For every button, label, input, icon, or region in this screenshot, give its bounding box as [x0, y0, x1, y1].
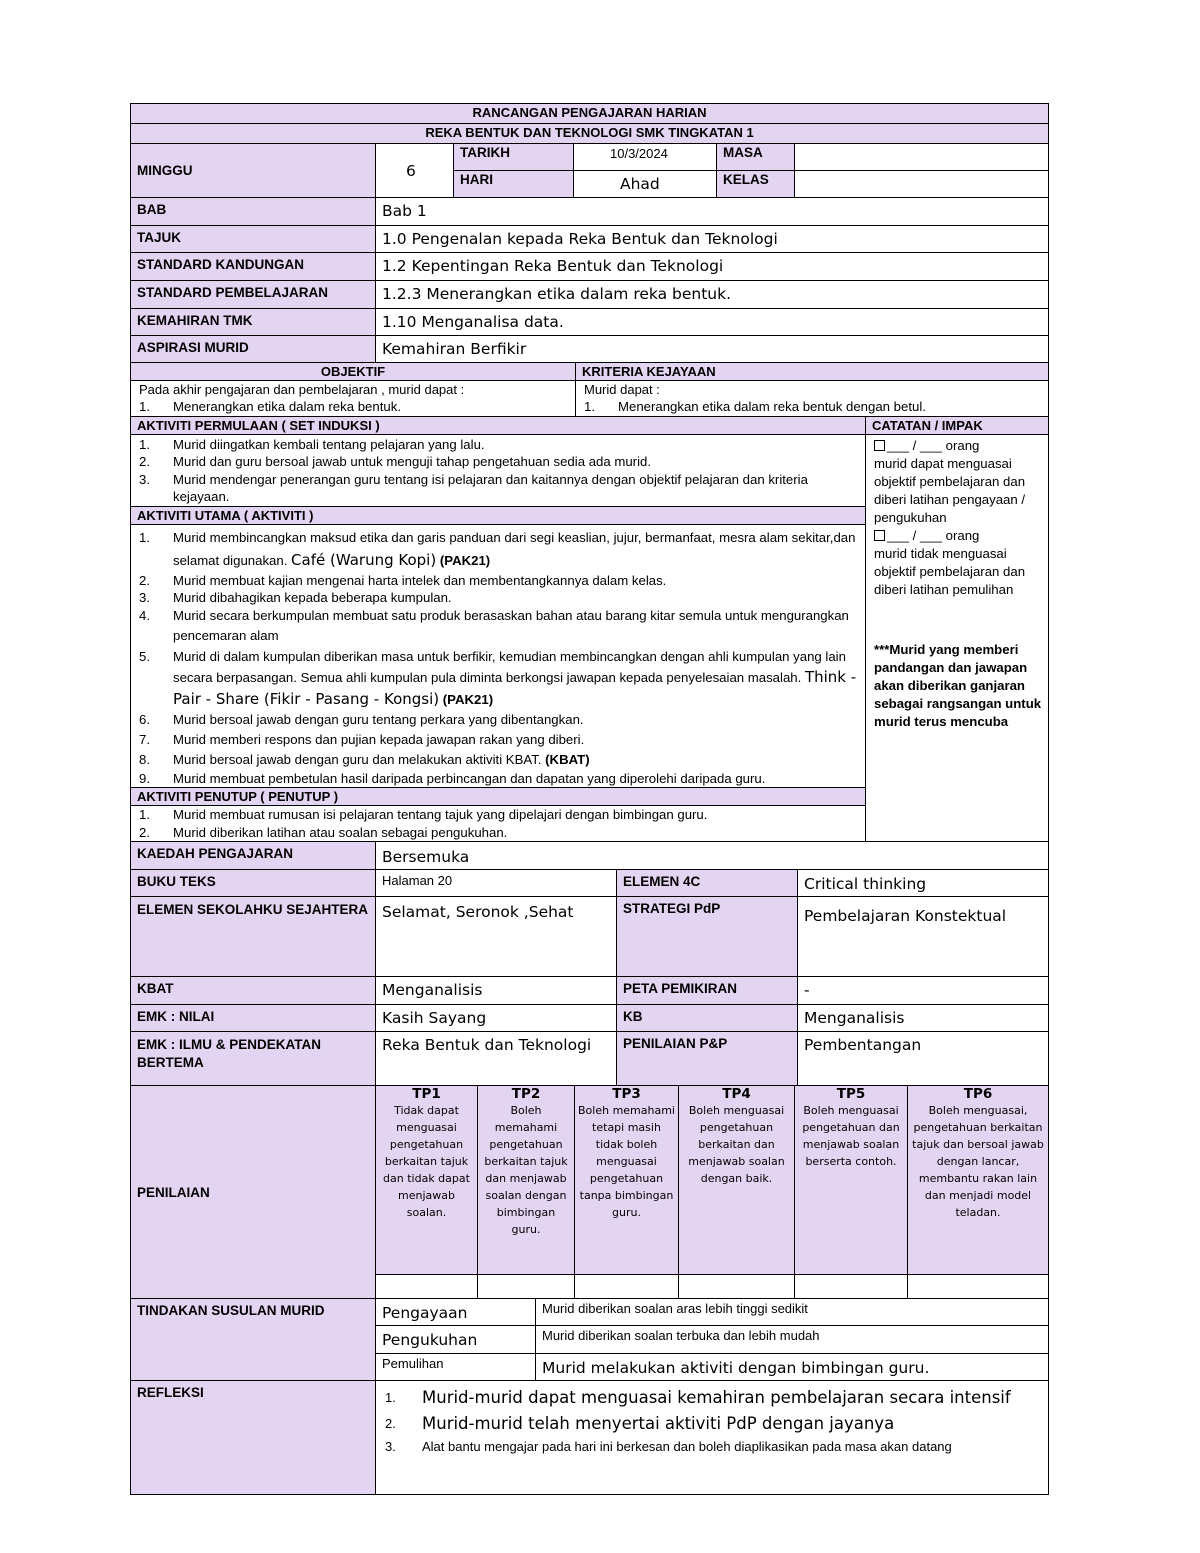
permulaan-heading: AKTIVITI PERMULAAN ( SET INDUKSI ) [131, 416, 866, 434]
kb-value: Menganalisis [798, 1005, 1049, 1032]
standard-kandungan-value: 1.2 Kepentingan Reka Bentuk dan Teknologi [376, 253, 1049, 281]
permulaan-list [139, 436, 859, 506]
standard-pembelajaran-label: STANDARD PEMBELAJARAN [131, 281, 376, 309]
kriteria-list [584, 398, 1042, 416]
objektif-heading: OBJEKTIF [131, 363, 576, 381]
list-item: 3. Alat bantu mengajar pada hari ini berkesan dan boleh diaplikasikan pada masa akan datang [385, 1439, 952, 1454]
penutup-heading: AKTIVITI PENUTUP ( PENUTUP ) [131, 788, 866, 806]
standard-pembelajaran-value: 1.2.3 Menerangkan etika dalam reka bentuk. [376, 281, 1049, 309]
checkbox-icon [874, 440, 885, 451]
tp3-cell: TP3 Boleh memahami tetapi masih tidak boleh menguasai pengetahuan tanpa bimbingan guru. [575, 1086, 679, 1275]
list-item: 2. Murid-murid telah menyertai aktiviti PdP dengan jayanya [385, 1414, 895, 1433]
tp1-mark [376, 1275, 478, 1299]
refleksi-table [130, 1380, 1049, 1495]
catatan-note: ***Murid yang memberi pandangan dan jawapan akan diberikan ganjaran sebagai rangsangan untuk murid terus mencuba [874, 641, 1042, 729]
kriteria-intro: Murid dapat : [584, 382, 660, 397]
list-item: 2. Murid diberikan latihan atau soalan sebagai pengukuhan. [139, 824, 508, 840]
list-item: 9. Murid membuat pembetulan hasil daripada perbincangan dan dapatan yang diperolehi daripada guru. [139, 771, 766, 786]
list-item: 7. Murid memberi respons dan pujian kepada jawapan rakan yang diberi. [139, 732, 585, 747]
list-item: 2. Murid membuat kajian mengenai harta intelek dan membentangkannya dalam kelas. [139, 572, 667, 588]
kriteria-heading: KRITERIA KEJAYAAN [576, 363, 1049, 381]
penutup-list [139, 806, 859, 841]
susulan-table [130, 1298, 1049, 1381]
list-item: 1. Murid diingatkan kembali tentang pelajaran yang lalu. [139, 436, 485, 452]
activities-table [130, 416, 1049, 843]
refleksi-label: REFLEKSI [131, 1381, 376, 1495]
list-item: 1. Murid membuat rumusan isi pelajaran tentang tajuk yang dipelajari dengan bimbingan guru. [139, 807, 708, 822]
hari-value: Ahad [574, 171, 717, 198]
sekolahku-label: ELEMEN SEKOLAHKU SEJAHTERA [131, 897, 376, 977]
list-item: 3. Murid dibahagikan kepada beberapa kumpulan. [139, 589, 452, 605]
tajuk-label: TAJUK [131, 226, 376, 253]
lesson-plan-sheet [130, 103, 1048, 1495]
sekolahku-value: Selamat, Seronok ,Sehat [376, 897, 617, 977]
buku-teks-label: BUKU TEKS [131, 870, 376, 897]
kaedah-label: KAEDAH PENGAJARAN [131, 842, 376, 870]
utama-heading: AKTIVITI UTAMA ( AKTIVITI ) [131, 506, 866, 524]
tp1-cell: TP1 Tidak dapat menguasai pengetahuan berkaitan tajuk dan tidak dapat menjawab soalan. [376, 1086, 478, 1275]
bab-value: Bab 1 [376, 198, 1049, 226]
elemen-4c-label: ELEMEN 4C [617, 870, 798, 897]
pemulihan-label: Pemulihan [376, 1354, 536, 1381]
list-item: 1. Menerangkan etika dalam reka bentuk. [139, 399, 401, 414]
list-item: 3. Murid mendengar penerangan guru tentang isi pelajaran dan kaitannya dengan objektif pelajaran dan kriteria kejayaan. [139, 471, 808, 504]
minggu-value: 6 [376, 144, 454, 198]
bab-label: BAB [131, 198, 376, 226]
list-item: 1. Murid-murid dapat menguasai kemahiran pembelajaran secara intensif [385, 1388, 1011, 1407]
tarikh-value: 10/3/2024 [574, 144, 717, 171]
penilaian-pp-label: PENILAIAN P&P [617, 1032, 798, 1086]
checkbox-icon [874, 530, 885, 541]
objektif-table [130, 362, 1049, 417]
list-item: 1. Murid membincangkan maksud etika dan garis panduan dari segi keaslian, jujur, bermanfaat, mesra alam sekitar,dan selamat digunakan. Café (Warung Kopi) (PAK21) [139, 529, 856, 569]
tp4-cell: TP4 Boleh menguasai pengetahuan berkaitan dan menjawab soalan dengan baik. [679, 1086, 795, 1275]
peta-pemikiran-label: PETA PEMIKIRAN [617, 977, 798, 1005]
minggu-label: MINGGU [131, 144, 376, 198]
tarikh-label: TARIKH [454, 144, 574, 171]
page-title: RANCANGAN PENGAJARAN HARIAN [131, 104, 1049, 124]
tp4-mark [679, 1275, 795, 1299]
list-item: 1. Menerangkan etika dalam reka bentuk dengan betul. [584, 399, 926, 414]
kbat-label: KBAT [131, 977, 376, 1005]
tp6-cell: TP6 Boleh menguasai, pengetahuan berkaitan tajuk dan bersoal jawab dengan lancar, membantu rakan lain dan menjadi model teladan. [908, 1086, 1049, 1275]
pengukuhan-label: Pengukuhan [376, 1326, 536, 1354]
details-table [130, 841, 1049, 1086]
penilaian-pp-value: Pembentangan [798, 1032, 1049, 1086]
objektif-list [139, 398, 569, 416]
peta-pemikiran-value: - [798, 977, 1049, 1005]
strategi-label: STRATEGI PdP [617, 897, 798, 977]
header-table [130, 103, 1049, 198]
kemahiran-tmk-value: 1.10 Menganalisa data. [376, 309, 1049, 336]
masa-value [795, 144, 1049, 171]
strategi-value: Pembelajaran Konstektual [798, 897, 1049, 977]
penilaian-table [130, 1085, 1049, 1299]
page-subtitle: REKA BENTUK DAN TEKNOLOGI SMK TINGKATAN 1 [131, 124, 1049, 144]
basic-info-table [130, 197, 1049, 363]
tp5-cell: TP5 Boleh menguasai pengetahuan dan menjawab soalan berserta contoh. [795, 1086, 908, 1275]
tp2-mark [478, 1275, 575, 1299]
list-item: 8. Murid bersoal jawab dengan guru dan melakukan aktiviti KBAT. (KBAT) [139, 752, 590, 767]
pengukuhan-desc: Murid diberikan soalan terbuka dan lebih mudah [536, 1326, 1049, 1354]
catatan-line1: ___ / ___ orang murid dapat menguasai objektif pembelajaran dan diberi latihan pengayaan / pengukuhan [874, 437, 1026, 525]
kelas-value [795, 171, 1049, 198]
kelas-label: KELAS [717, 171, 795, 198]
masa-label: MASA [717, 144, 795, 171]
aspirasi-murid-value: Kemahiran Berfikir [376, 336, 1049, 363]
utama-list [139, 526, 859, 788]
list-item: 6. Murid bersoal jawab dengan guru tentang perkara yang dibentangkan. [139, 712, 584, 727]
standard-kandungan-label: STANDARD KANDUNGAN [131, 253, 376, 281]
refleksi-list [385, 1381, 1042, 1455]
elemen-4c-value: Critical thinking [798, 870, 1049, 897]
kbat-value: Menganalisis [376, 977, 617, 1005]
hari-label: HARI [454, 171, 574, 198]
buku-teks-value: Halaman 20 [376, 870, 617, 897]
tp3-mark [575, 1275, 679, 1299]
emk-nilai-value: Kasih Sayang [376, 1005, 617, 1032]
list-item: 4. Murid secara berkumpulan membuat satu produk berasaskan bahan atau barang kitar semula untuk mengurangkan pencemaran alam [139, 607, 849, 643]
tp6-mark [908, 1275, 1049, 1299]
kaedah-value: Bersemuka [376, 842, 1049, 870]
emk-nilai-label: EMK : NILAI [131, 1005, 376, 1032]
catatan-heading: CATATAN / IMPAK [866, 416, 1049, 434]
catatan-cell [866, 434, 1049, 842]
aspirasi-murid-label: ASPIRASI MURID [131, 336, 376, 363]
pengayaan-desc: Murid diberikan soalan aras lebih tinggi sedikit [536, 1299, 1049, 1326]
list-item: 2. Murid dan guru bersoal jawab untuk menguji tahap pengetahuan sedia ada murid. [139, 454, 652, 469]
pengayaan-label: Pengayaan [376, 1299, 536, 1326]
pemulihan-desc: Murid melakukan aktiviti dengan bimbingan guru. [536, 1354, 1049, 1381]
penilaian-label: PENILAIAN [131, 1086, 376, 1299]
susulan-label: TINDAKAN SUSULAN MURID [131, 1299, 376, 1381]
catatan-line2: ___ / ___ orang murid tidak menguasai objektif pembelajaran dan diberi latihan pemulihan [874, 527, 1026, 597]
emk-ilmu-label: EMK : ILMU & PENDEKATAN BERTEMA [131, 1032, 376, 1086]
kemahiran-tmk-label: KEMAHIRAN TMK [131, 309, 376, 336]
objektif-intro: Pada akhir pengajaran dan pembelajaran , murid dapat : [139, 382, 465, 397]
list-item: 5. Murid di dalam kumpulan diberikan masa untuk berfikir, kemudian membincangkan dengan ahli kumpulan yang lain secara berpasangan. Semua ahli kumpulan pula diminta berkongsi jawapan kepada penyelesaian masalah. Think - Pair - Share (Fikir - Pasang - Kongsi) (PAK21) [139, 648, 857, 708]
kb-label: KB [617, 1005, 798, 1032]
emk-ilmu-value: Reka Bentuk dan Teknologi [376, 1032, 617, 1086]
tp5-mark [795, 1275, 908, 1299]
tajuk-value: 1.0 Pengenalan kepada Reka Bentuk dan Teknologi [376, 226, 1049, 253]
tp2-cell: TP2 Boleh memahami pengetahuan berkaitan tajuk dan menjawab soalan dengan bimbingan guru. [478, 1086, 575, 1275]
